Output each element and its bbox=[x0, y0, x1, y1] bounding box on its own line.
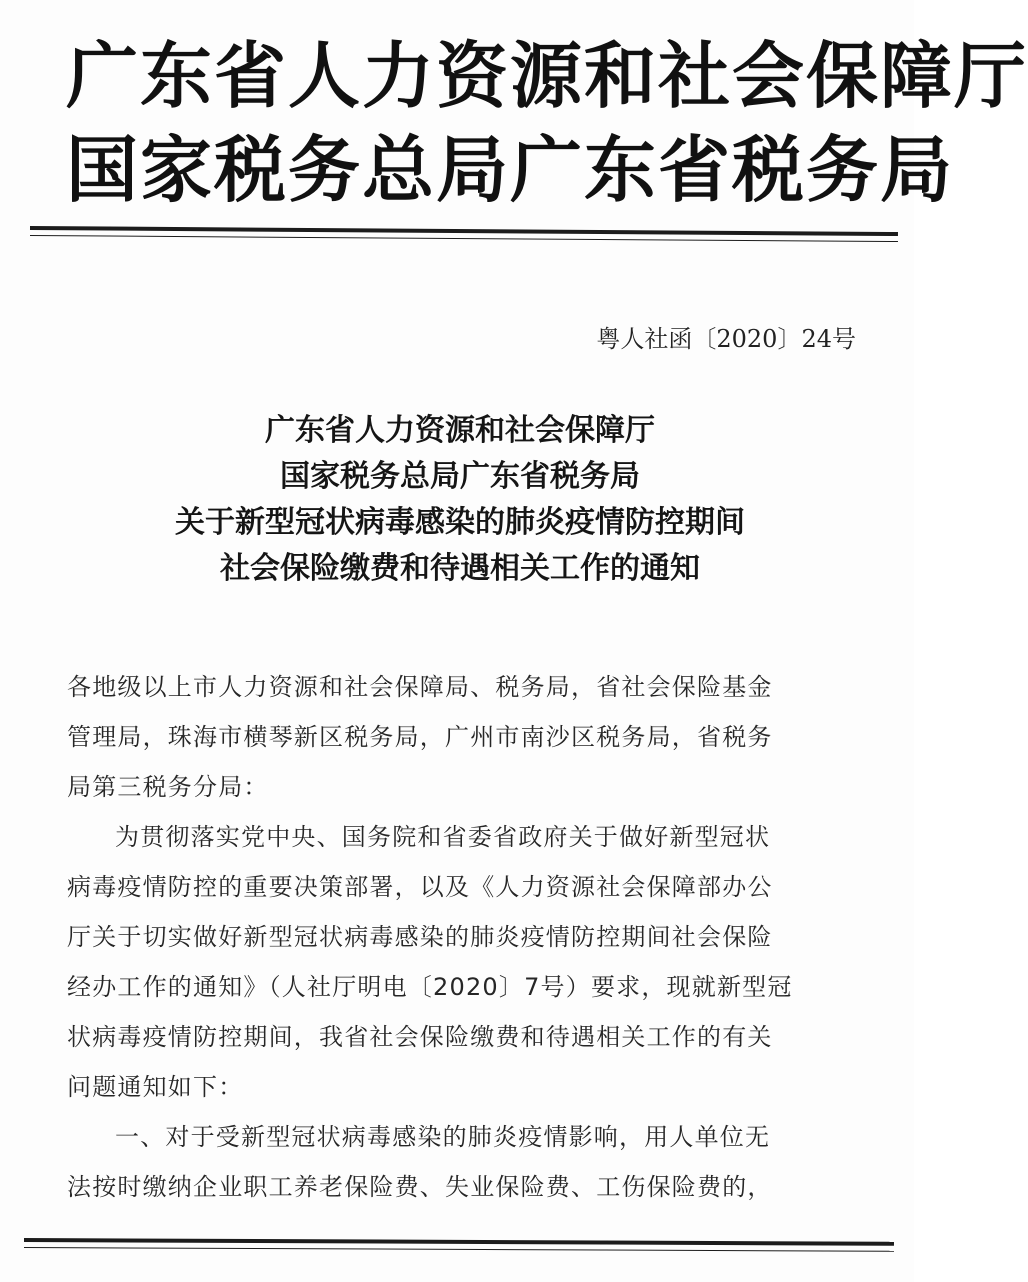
letterhead-line-2: 国家税务总局广东省税务局 bbox=[66, 127, 955, 212]
paragraph-1-line-2: 病毒疫情防控的重要决策部署，以及《人力资源社会保障部办公 bbox=[67, 873, 773, 901]
paragraph-1-line-6: 问题通知如下： bbox=[67, 1073, 244, 1101]
letterhead-rule-thin bbox=[30, 235, 898, 242]
paragraph-1-line-3: 厅关于切实做好新型冠状病毒感染的肺炎疫情防控期间社会保险 bbox=[67, 923, 773, 951]
document-body bbox=[67, 662, 857, 1212]
paragraph-1-line-1: 为贯彻落实党中央、国务院和省委省政府关于做好新型冠状 bbox=[115, 823, 771, 851]
document-title bbox=[60, 408, 860, 592]
letterhead-rule-thick bbox=[30, 226, 898, 236]
paragraph-1-line-4: 经办工作的通知》（人社厅明电〔2020〕7号）要求，现就新型冠 bbox=[67, 973, 793, 1001]
title-line-2: 国家税务总局广东省税务局 bbox=[280, 459, 640, 494]
footer-rule-thin bbox=[24, 1247, 894, 1252]
title-line-3: 关于新型冠状病毒感染的肺炎疫情防控期间 bbox=[175, 505, 745, 540]
addressee-line-2: 管理局，珠海市横琴新区税务局，广州市南沙区税务局，省税务 bbox=[67, 723, 773, 751]
footer-rule-thick bbox=[24, 1238, 894, 1246]
paragraph-2-line-1: 一、对于受新型冠状病毒感染的肺炎疫情影响，用人单位无 bbox=[115, 1123, 771, 1151]
title-line-1: 广东省人力资源和社会保障厅 bbox=[265, 413, 655, 448]
letterhead-line-1: 广东省人力资源和社会保障厅 bbox=[66, 33, 1028, 118]
title-line-4: 社会保险缴费和待遇相关工作的通知 bbox=[220, 551, 700, 586]
addressee-line-1: 各地级以上市人力资源和社会保障局、税务局，省社会保险基金 bbox=[67, 673, 773, 701]
paragraph-2-line-2: 法按时缴纳企业职工养老保险费、失业保险费、工伤保险费的， bbox=[67, 1173, 773, 1201]
addressee-line-3: 局第三税务分局： bbox=[67, 773, 269, 801]
paragraph-1-line-5: 状病毒疫情防控期间，我省社会保险缴费和待遇相关工作的有关 bbox=[67, 1023, 773, 1051]
document-number: 粤人社函〔2020〕24号 bbox=[596, 325, 856, 353]
